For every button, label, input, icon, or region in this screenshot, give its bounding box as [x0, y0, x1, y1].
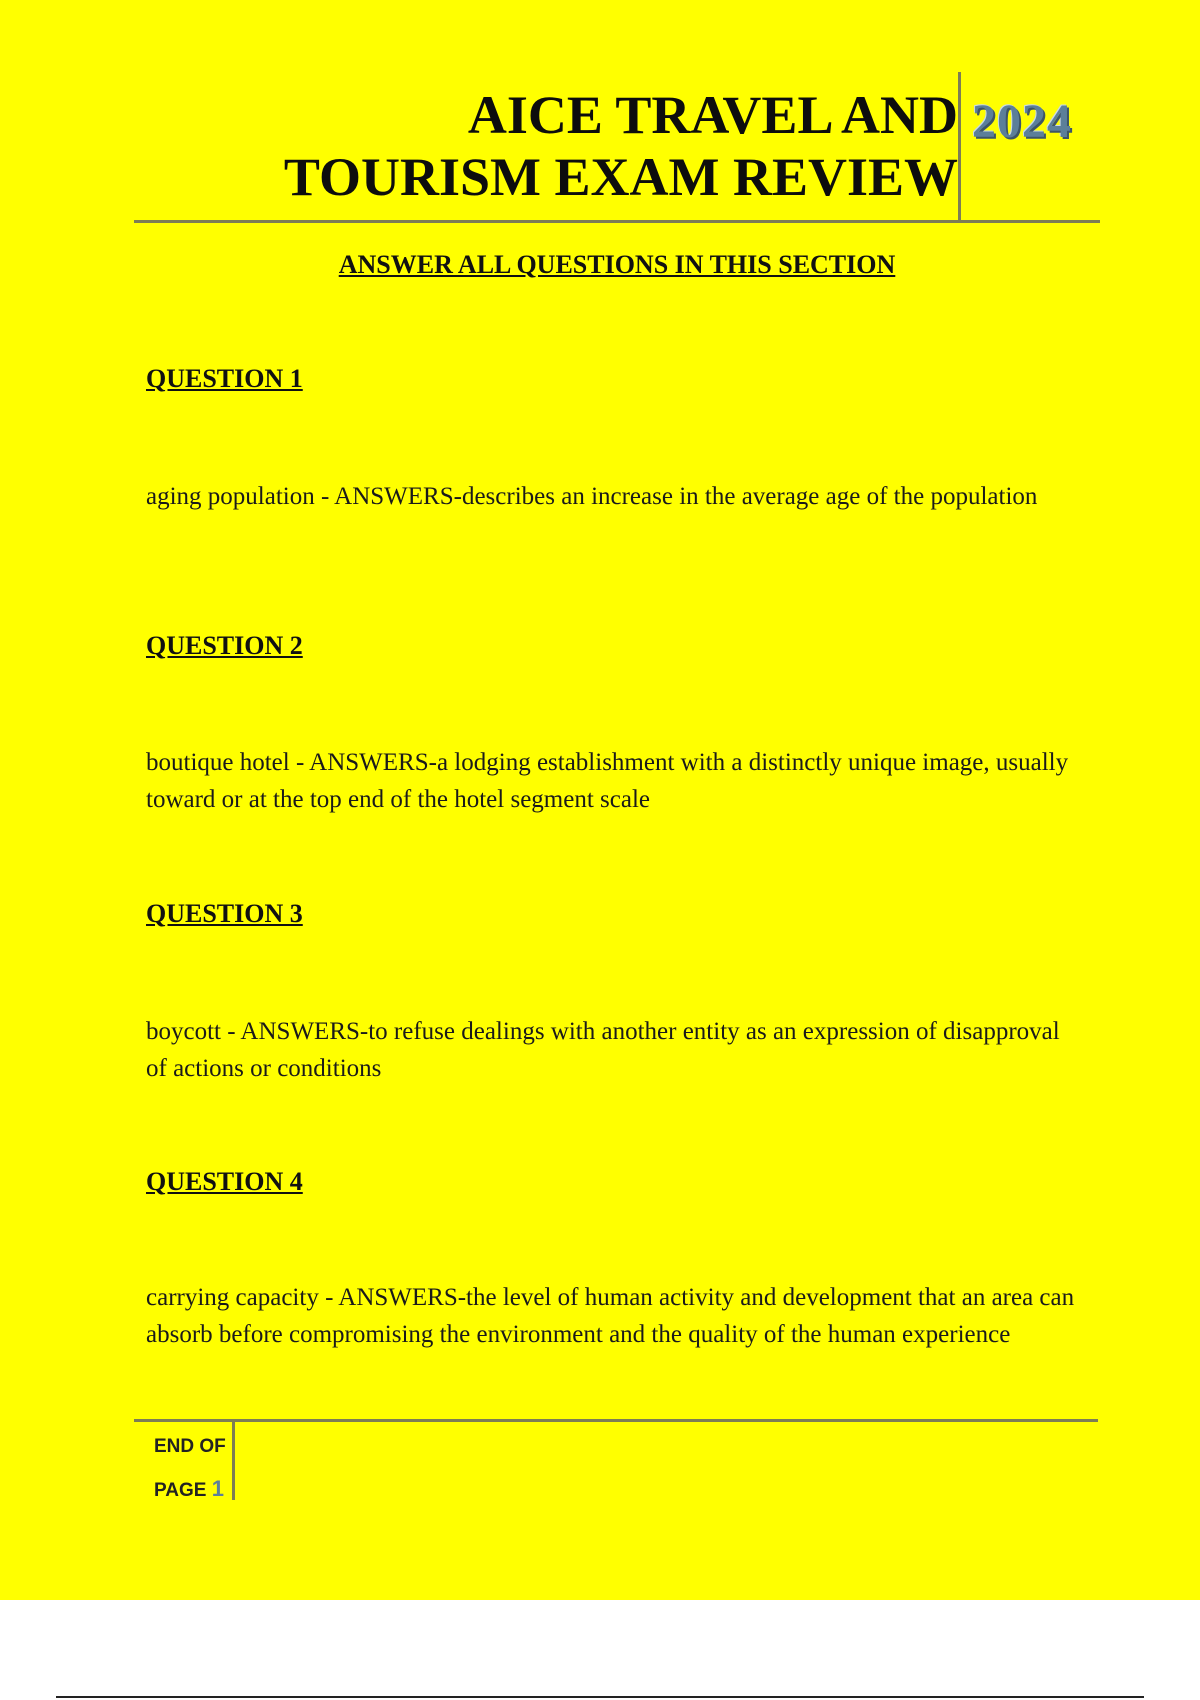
- question-heading: QUESTION 2: [146, 631, 303, 660]
- section-instruction: ANSWER ALL QUESTIONS IN THIS SECTION: [338, 250, 896, 279]
- question-heading: QUESTION 1: [146, 364, 303, 393]
- footer-page-label: PAGE: [154, 1480, 207, 1501]
- document-header: [134, 72, 1100, 223]
- page-footer: [154, 1426, 226, 1512]
- question-heading: QUESTION 4: [146, 1167, 303, 1196]
- footer-page: [154, 1468, 226, 1512]
- footer-end-of: END OF: [154, 1436, 226, 1457]
- footer-vertical-divider: [232, 1422, 235, 1500]
- document-year: 2024: [972, 95, 1072, 148]
- footer-divider: [134, 1419, 1098, 1422]
- header-divider: [958, 72, 961, 220]
- page-number: 1: [211, 1476, 224, 1501]
- document-title: AICE TRAVEL AND TOURISM EXAM REVIEW: [283, 85, 958, 207]
- bottom-divider: [56, 1696, 1144, 1698]
- question-text: carrying capacity - ANSWERS-the level of human activity and development that an area can absorb before compromising the environment and the quality of the human experience: [146, 1284, 1075, 1348]
- question-text: boycott - ANSWERS-to refuse dealings with another entity as an expression of disapproval of actions or conditions: [146, 1018, 1060, 1082]
- question-text: aging population - ANSWERS-describes an increase in the average age of the population: [146, 483, 1038, 510]
- question-heading: QUESTION 3: [146, 899, 303, 928]
- question-text: boutique hotel - ANSWERS-a lodging establishment with a distinctly unique image, usually toward or at the top end of the hotel segment scale: [146, 749, 1069, 813]
